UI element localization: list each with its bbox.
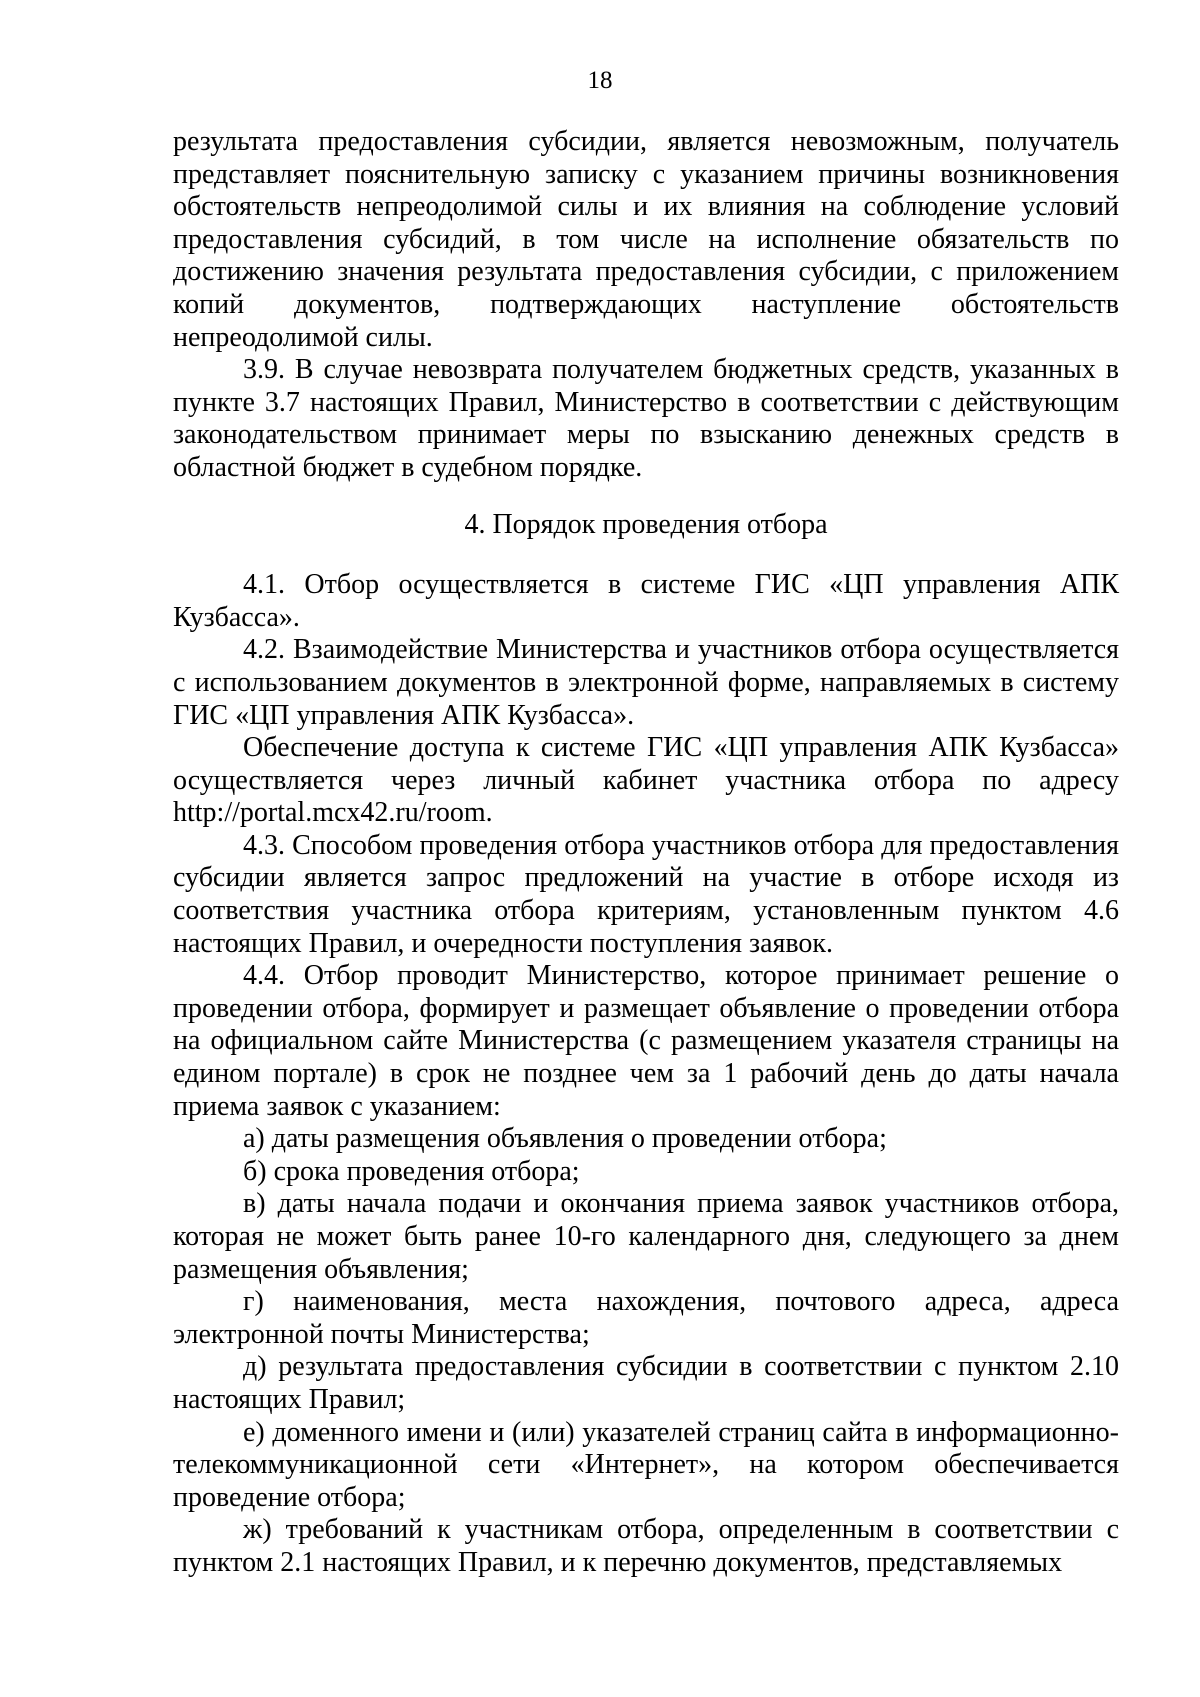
paragraph-4-3: 4.3. Способом проведения отбора участников отбора для предоставления субсидии является запрос предложений на участие в отборе исходя из соответствия участника отбора критериям, установленным пунктом 4.6 настоящих Правил, и очередности поступления заявок. [173,829,1119,959]
paragraph-3-9: 3.9. В случае невозврата получателем бюджетных средств, указанных в пункте 3.7 настоящих Правил, Министерство в соответствии с действующим законодательством принимает меры по взысканию денежных средств в областной бюджет в судебном порядке. [173,354,1119,483]
paragraph-continuation: результата предоставления субсидии, является невозможным, получатель представляет пояснительную записку с указанием причины возникновения обстоятельств непреодолимой силы и их влияния на соблюдение условий предоставления субсидий, в том числе на исполнение обязательств по достижению значения результата предоставления субсидии, с приложением копий документов, подтверждающих наступление обстоятельств непреодолимой силы. [173,126,1119,353]
list-item-a: а) даты размещения объявления о проведении отбора; [243,1123,887,1155]
list-item-v: в) даты начала подачи и окончания приема заявок участников отбора, которая не может быть ранее 10-го календарного дня, следующего за днем размещения объявления; [173,1188,1119,1285]
paragraph-access: Обеспечение доступа к системе ГИС «ЦП управления АПК Кузбасса» осуществляется через личный кабинет участника отбора по адресу http://portal.mcx42.ru/room. [173,732,1119,829]
list-item-e: е) доменного имени и (или) указателей страниц сайта в информационно-телекоммуникационной сети «Интернет», на котором обеспечивается проведение отбора; [173,1416,1119,1513]
list-item-g: г) наименования, места нахождения, почтового адреса, адреса электронной почты Министерства; [173,1286,1119,1350]
paragraph-4-1: 4.1. Отбор осуществляется в системе ГИС «ЦП управления АПК Кузбасса». [173,569,1119,633]
document-body [173,126,1119,1580]
paragraph-4-2: 4.2. Взаимодействие Министерства и участников отбора осуществляется с использованием документов в электронной форме, направляемых в систему ГИС «ЦП управления АПК Кузбасса». [173,634,1119,731]
list-item-b: б) срока проведения отбора; [243,1155,580,1187]
paragraph-4-4: 4.4. Отбор проводит Министерство, которое принимает решение о проведении отбора, формирует и размещает объявление о проведении отбора на официальном сайте Министерства (с размещением указателя страницы на едином портале) в срок не позднее чем за 1 рабочий день до даты начала приема заявок с указанием: [173,960,1119,1122]
section-heading: 4. Порядок проведения отбора [464,508,828,540]
list-item-zh: ж) требований к участникам отбора, определенным в соответствии с пунктом 2.1 настоящих Правил, и к перечню документов, представляемых [173,1514,1119,1578]
list-item-d: д) результата предоставления субсидии в соответствии с пунктом 2.10 настоящих Правил; [173,1351,1119,1415]
page-number: 18 [587,67,613,94]
